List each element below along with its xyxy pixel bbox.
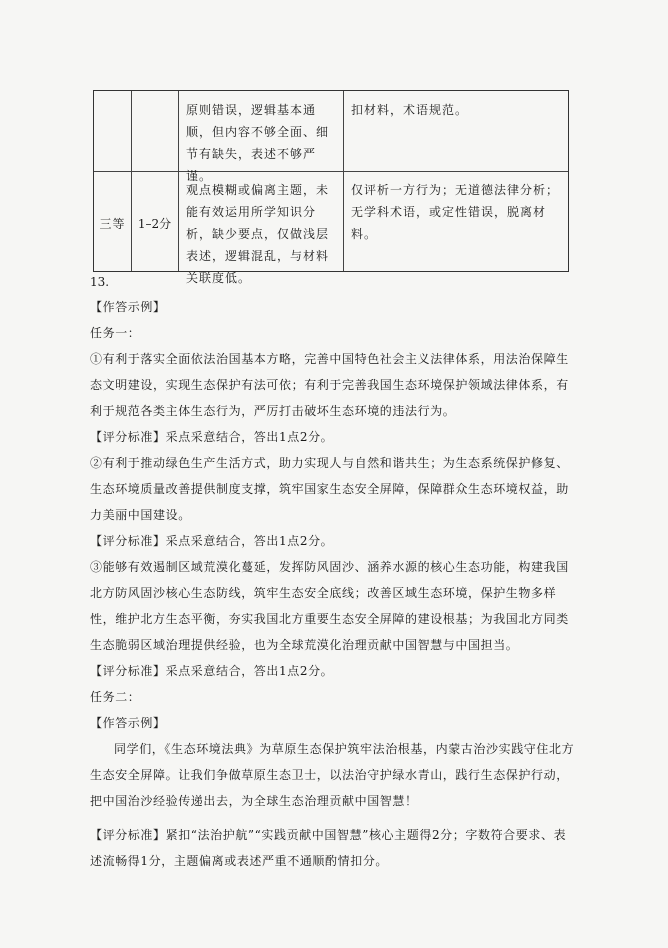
- table-column-divider: [178, 91, 179, 271]
- task2-speech: 同学们，《生态环境法典》为草原生态保护筑牢法治根基，内蒙古治沙实践守住北方生态安全屏障。让我们争做草原生态卫士，以法治守护绿水青山，践行生态保护行动，把中国治沙经验传递出去，为全球生态治理贡献中国智慧！: [90, 742, 575, 808]
- row1-description: 原则错误，逻辑基本通顺，但内容不够全面、细节有缺失，表述不够严谨。: [186, 103, 330, 183]
- task1-point3: ③能够有效遏制区域荒漠化蔓延，发挥防风固沙、涵养水源的核心生态功能，构建我国北方防风固沙核心生态防线，筑牢生态安全底线；改善区域生态环境，保护生物多样性，维护北方生态平衡，夯实我国北方重要生态安全屏障的建设根基；为我国北方同类生态脆弱区域治理提供经验，也为全球荒漠化治理贡献中国智慧与中国担当。: [90, 560, 569, 652]
- row1-deduction: 扣材料，术语规范。: [351, 103, 469, 117]
- task2-example-heading: 【作答示例】: [90, 716, 166, 730]
- task1-criteria2: 【评分标准】采点采意结合，答出1点2分。: [90, 534, 334, 548]
- row2-grade: 三等: [99, 217, 126, 231]
- table-column-divider: [343, 91, 344, 271]
- task1-criteria3: 【评分标准】采点采意结合，答出1点2分。: [90, 664, 334, 678]
- question-number: 13.: [90, 275, 110, 289]
- row2-score: 1–2分: [137, 217, 172, 231]
- task2-criteria: 【评分标准】紧扣“法治护航”“实践贡献中国智慧”核心主题得2分；字数符合要求、表述流畅得1分，主题偏离或表述严重不通顺酌情扣分。: [90, 828, 567, 868]
- row2-description: 观点模糊或偏离主题，未能有效运用所学知识分析，缺少要点，仅做浅层表述，逻辑混乱，与材料关联度低。: [186, 183, 330, 285]
- task1-title: 任务一：: [90, 326, 141, 340]
- task2-title: 任务二：: [90, 690, 141, 704]
- task1-point2: ②有利于推动绿色生产生活方式，助力实现人与自然和谐共生；为生态系统保护修复、生态环境质量改善提供制度支撑，筑牢国家生态安全屏障，保障群众生态环境权益，助力美丽中国建设。: [90, 456, 569, 522]
- task1-criteria1: 【评分标准】采点采意结合，答出1点2分。: [90, 430, 334, 444]
- row2-deduction: 仅评析一方行为；无道德法律分析；无学科术语，或定性错误，脱离材料。: [351, 183, 560, 241]
- example-heading: 【作答示例】: [90, 300, 166, 314]
- task1-point1: ①有利于落实全面依法治国基本方略，完善中国特色社会主义法律体系，用法治保障生态文明建设，实现生态保护有法可依；有利于完善我国生态环境保护领域法律体系，有利于规范各类主体生态行为，严厉打击破坏生态环境的违法行为。: [90, 352, 569, 418]
- table-column-divider: [131, 91, 132, 271]
